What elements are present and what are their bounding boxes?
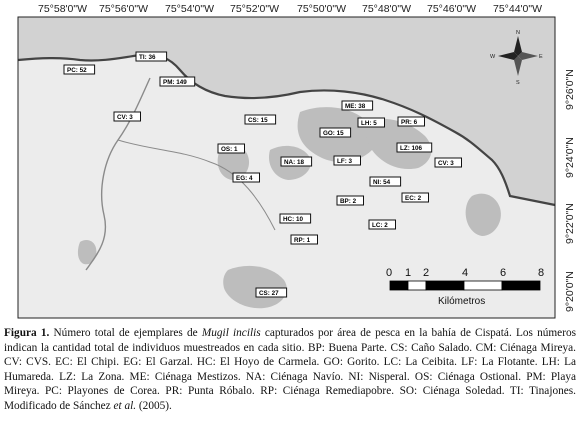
site-label	[114, 112, 141, 121]
caption-text: (2005).	[138, 399, 172, 412]
figure-caption	[4, 326, 576, 414]
site-label-text: EC: 2	[405, 194, 422, 202]
caption-lead: Figura 1.	[4, 327, 50, 339]
site-label-text: HC: 10	[283, 215, 303, 223]
site-label	[369, 220, 396, 229]
latitude-labels	[564, 69, 576, 312]
longitude-labels	[38, 3, 542, 15]
site-label	[342, 101, 373, 110]
site-label	[398, 117, 425, 126]
site-label-text: LC: 2	[372, 221, 388, 229]
scale-tick: 6	[500, 267, 507, 279]
site-label-text: PC: 52	[67, 66, 87, 74]
scale-tick: 1	[405, 267, 412, 279]
site-label-text: BP: 2	[340, 197, 357, 205]
lon-label: 75°46'0"W	[427, 3, 477, 15]
site-label	[358, 118, 385, 127]
site-label-text: CV: 3	[438, 159, 454, 167]
site-label-text: CS: 15	[248, 116, 268, 124]
caption-species: Mugil incilis	[201, 327, 261, 339]
site-label-text: GO: 15	[323, 129, 344, 137]
scale-tick: 4	[462, 267, 469, 279]
scale-tick: 8	[538, 267, 545, 279]
site-label	[280, 214, 311, 223]
site-label	[435, 158, 462, 167]
site-label	[233, 173, 260, 182]
site-label-text: PR: 6	[401, 118, 418, 126]
scale-segment	[426, 281, 464, 290]
lon-label: 75°56'0"W	[99, 3, 149, 15]
site-label-text: PM: 149	[163, 78, 187, 86]
site-label	[397, 143, 432, 152]
site-label-text: TI: 36	[139, 53, 156, 61]
compass-w: W	[490, 54, 496, 60]
site-label-text: LF: 3	[337, 157, 353, 165]
lon-label: 75°54'0"W	[165, 3, 215, 15]
lat-label: 9°24'0"N	[564, 137, 576, 178]
lon-label: 75°48'0"W	[362, 3, 412, 15]
site-label	[281, 157, 312, 166]
site-label-text: NA: 18	[284, 158, 304, 166]
scale-segment	[464, 281, 502, 290]
site-label	[291, 235, 318, 244]
lon-label: 75°58'0"W	[38, 3, 88, 15]
lon-label: 75°44'0"W	[493, 3, 543, 15]
site-label	[320, 128, 351, 137]
site-label-text: CS: 27	[259, 289, 279, 297]
site-label-text: OS: 1	[221, 145, 238, 153]
site-label	[334, 156, 361, 165]
site-label	[160, 77, 195, 86]
site-label	[64, 65, 95, 74]
caption-etal: et al.	[113, 399, 137, 412]
compass-n: N	[516, 30, 520, 36]
lat-label: 9°20'0"N	[564, 271, 576, 312]
scale-tick: 0	[386, 267, 393, 279]
lon-label: 75°52'0"W	[230, 3, 280, 15]
site-label	[218, 144, 245, 153]
site-label-text: LH: 5	[361, 119, 377, 127]
map-frame	[18, 17, 555, 318]
lat-label: 9°22'0"N	[564, 203, 576, 244]
scale-unit: Kilómetros	[438, 296, 486, 307]
compass-s: S	[516, 80, 520, 86]
scale-segment	[502, 281, 540, 290]
site-label	[337, 196, 364, 205]
site-label-text: ME: 38	[345, 102, 366, 110]
scale-tick: 2	[423, 267, 430, 279]
site-label	[370, 177, 401, 186]
caption-text: Número total de ejemplares de	[53, 327, 198, 339]
site-label-text: EG: 4	[236, 174, 253, 182]
lat-label: 9°26'0"N	[564, 69, 576, 110]
site-label	[136, 52, 167, 61]
site-label	[402, 193, 429, 202]
site-label-text: RP: 1	[294, 236, 311, 244]
compass-e: E	[539, 54, 543, 60]
site-label	[245, 115, 276, 124]
site-label	[256, 288, 287, 297]
scale-segment	[408, 281, 426, 290]
site-label-text: CV: 3	[117, 113, 133, 121]
lon-label: 75°50'0"W	[297, 3, 347, 15]
site-label-text: NI: 54	[373, 178, 391, 186]
site-label-text: LZ: 106	[400, 144, 423, 152]
lagoon-small	[78, 240, 96, 264]
scale-segment	[390, 281, 408, 290]
caption-text: capturados por área de pesca en la bahía de Cispatá. Los números indican la cantidad total de individuos muestreados en cada sitio. BP: Buena Parte. CS: Caño Salado. CM: Ciénaga Mireya. CV: CVS. EC: El Chipi. EG: El Garzal. HC: El Hoyo de Carmela. GO: Gorito. LC: La Ceibita. LF: La Flotante. LH: La Humareda. LZ: La Zona. ME: Ciénaga Mestizos. NA: Ciénaga Navío. NI: Nisperal. OS: Ciénaga Ostional. PM: Playa Mireya. PC: Playones de Corea. PR: Punta Róbalo. RP: Ciénaga Remediapobre. SO: Ciénaga Soledad. TI: Tinajones. Modificado de Sánchez	[4, 327, 577, 412]
